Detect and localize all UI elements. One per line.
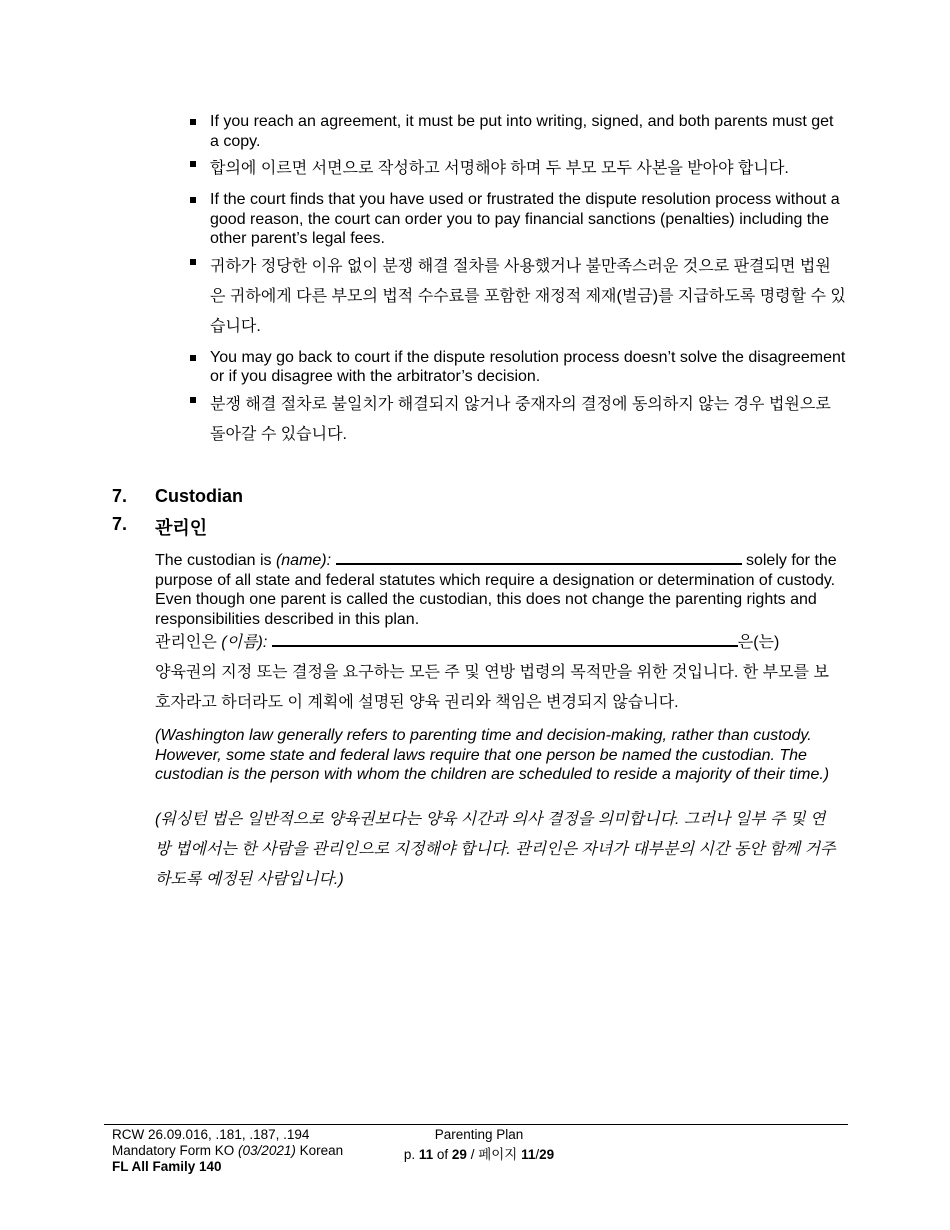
custodian-note-en: (Washington law generally refers to parenting time and decision-making, rather than custody. However, some state and federal laws require that one person be named the custodian. The custodian is the person with whom the children are scheduled to reside a majority of their time.) — [155, 727, 830, 783]
bullet-return-court-en: You may go back to court if the dispute resolution process doesn’t solve the disagreement or if you disagree with the arbitrator’s decision. — [186, 348, 846, 387]
footer-center — [394, 1127, 564, 1163]
custodian-note-ko: (워싱턴 법은 일반적으로 양육권보다는 양육 시간과 의사 결정을 의미합니다. 그러나 일부 주 및 연방 법에서는 한 사람을 관리인으로 지정해야 합니다. 관리인은 자녀가 대부분의 시간 동안 함께 거주하도록 예정된 사람입니다.) — [155, 811, 836, 888]
name-label-en: (name): — [275, 552, 332, 569]
bullet-agreement-en: If you reach an agreement, it must be put into writing, signed, and both parents must get a copy. — [186, 112, 846, 151]
footer-form-id: FL All Family 140 — [112, 1159, 222, 1174]
section-number-en: 7. — [112, 486, 128, 506]
custodian-suffix-ko: 은(는) — [737, 634, 780, 651]
custodian-name-field-ko[interactable] — [272, 631, 738, 647]
custodian-body-ko: 양육권의 지정 또는 결정을 요구하는 모든 주 및 연방 법령의 목적만을 위한 것입니다. 한 부모를 보호자라고 하더라도 이 계획에 설명된 양육 권리와 책임은 변경되지 않습니다. — [155, 664, 829, 711]
section-number-ko: 7. — [112, 514, 128, 534]
footer-rcw: RCW 26.09.016, .181, .187, .194 — [112, 1127, 310, 1142]
bullet-sanctions-en: If the court finds that you have used or frustrated the dispute resolution process without a good reason, the court can order you to pay financial sanctions (penalties) including the other parent’s legal fees. — [186, 190, 846, 249]
instruction-bullets — [186, 112, 846, 456]
bullet-sanctions-ko: 귀하가 정당한 이유 없이 분쟁 해결 절차를 사용했거나 불만족스러운 것으로 판결되면 법원은 귀하에게 다른 부모의 법적 수수료를 포함한 재정적 제재(벌금)를 지급하도록 명령할 수 있습니다. — [186, 252, 846, 342]
bullet-return-court-ko: 분쟁 해결 절차로 불일치가 해결되지 않거나 중재자의 결정에 동의하지 않는 경우 법원으로 돌아갈 수 있습니다. — [186, 390, 846, 450]
custodian-prefix-ko: 관리인은 — [155, 634, 222, 651]
footer-left — [112, 1127, 343, 1175]
footer-form: Mandatory Form KO (03/2021) Korean — [112, 1143, 344, 1158]
custodian-name-line-ko — [155, 628, 840, 658]
section-title-ko: 관리인 — [155, 518, 208, 538]
name-label-ko: (이름): — [221, 634, 268, 651]
custodian-statement-en — [155, 549, 840, 629]
section-title-en: Custodian — [155, 486, 243, 506]
custodian-prefix-en: The custodian is — [155, 552, 276, 569]
custodian-suffix-en: solely for — [741, 552, 810, 569]
bullet-agreement-ko: 합의에 이르면 서면으로 작성하고 서명해야 하며 두 부모 모두 사본을 받아야 합니다. — [186, 154, 846, 184]
custodian-body-en: the purpose of all state and federal statutes which require a designation or determination of custody. Even though one parent is called the custodian, this does not change the parenting rights and responsibilities described in this plan. — [155, 552, 837, 628]
footer-doc-title: Parenting Plan — [434, 1127, 524, 1142]
page-footer — [104, 1124, 848, 1174]
custodian-statement-ko — [155, 628, 840, 718]
footer-page-number: p. 11 of 29 / 페이지 11/29 — [403, 1147, 555, 1162]
custodian-name-field[interactable] — [336, 549, 742, 565]
